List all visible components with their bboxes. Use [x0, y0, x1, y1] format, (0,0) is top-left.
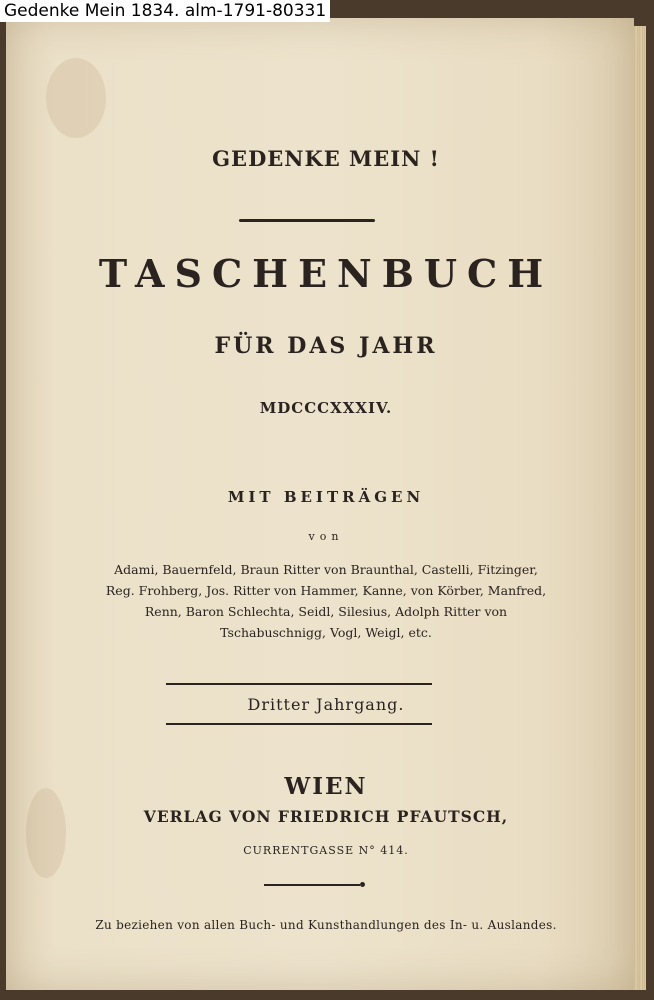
- publisher: VERLAG VON FRIEDRICH PFAUTSCH,: [143, 807, 509, 826]
- contributors-line: Reg. Frohberg, Jos. Ritter von Hammer, Kanne, von Körber, Manfred,: [105, 583, 547, 598]
- book-title: TASCHENBUCH: [98, 251, 554, 296]
- divider-rule: [166, 723, 432, 725]
- edition: Dritter Jahrgang.: [247, 695, 405, 714]
- year-roman: MDCCCXXXIV.: [259, 399, 393, 417]
- distribution-note: Zu beziehen von allen Buch- und Kunsthandlungen des In- u. Auslandes.: [95, 918, 557, 932]
- contributors-line: Adami, Bauernfeld, Braun Ritter von Braunthal, Castelli, Fitzinger,: [114, 562, 538, 577]
- publication-city: WIEN: [284, 773, 368, 800]
- title-page: [6, 18, 634, 990]
- contributors-list: [6, 559, 646, 643]
- contributors-line: Renn, Baron Schlechta, Seidl, Silesius, Adolph Ritter von: [144, 604, 508, 619]
- by-label: von: [308, 530, 344, 543]
- contributions-heading: MIT BEITRÄGEN: [227, 488, 425, 506]
- ornament-rule: [264, 884, 360, 886]
- foxing-stain: [46, 58, 106, 138]
- contributors-line: Tschabuschnigg, Vogl, Weigl, etc.: [220, 625, 432, 640]
- year-label: FÜR DAS JAHR: [214, 333, 438, 359]
- foxing-stain: [26, 788, 66, 878]
- publisher-address: CURRENTGASSE N° 414.: [243, 844, 409, 857]
- book-subtitle: GEDENKE MEIN !: [212, 146, 440, 171]
- ornament-dot: [360, 882, 365, 887]
- ornament-rule: [239, 219, 375, 222]
- image-caption: Gedenke Mein 1834. alm-1791-80331: [0, 0, 330, 22]
- divider-rule: [166, 683, 432, 685]
